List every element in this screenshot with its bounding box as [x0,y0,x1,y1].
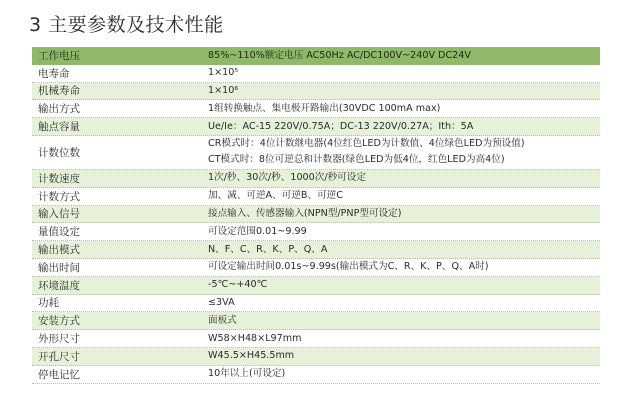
table-row [32,259,600,277]
row-value: 10年以上(可设定) [208,368,286,380]
row-value: 1次/秒、30次/秒、1000次/秒可设定 [208,172,366,184]
row-label: 触点容量 [38,121,80,134]
table-row [32,348,600,366]
row-label: 工作电压 [38,50,80,63]
row-value: Ue/Ie：AC-15 220V/0.75A；DC-13 220V/0.27A；Ith：5A [208,120,474,132]
row-label: 量值设定 [38,226,80,239]
row-value: 1×10⁶ [208,84,239,96]
table-row [32,206,600,224]
row-label: 环境温度 [38,279,80,292]
row-value: 1×10⁵ [208,67,239,79]
row-value: N、F、C、R、K、P、Q、A [208,243,328,255]
table-row [32,47,600,65]
table-row [32,170,600,188]
table-row [32,223,600,241]
row-label: 输出时间 [38,261,80,274]
table-row [32,83,600,101]
row-label: 输出方式 [38,103,80,116]
row-label: 开孔尺寸 [38,350,80,363]
row-value: 加、减、可逆A、可逆B、可逆C [208,190,343,202]
table-row [32,241,600,259]
row-label: 功耗 [38,297,59,310]
row-label: 安装方式 [38,315,80,328]
row-label: 外形尺寸 [38,333,80,346]
table-row [32,65,600,83]
row-value: ≤3VA [208,296,235,308]
row-label: 计数方式 [38,190,80,203]
table-row [32,118,600,136]
table-row [32,277,600,295]
table-row [32,100,600,118]
row-label: 输出模式 [38,244,80,257]
row-value: 面板式 [208,314,237,326]
row-value: 85%~110%额定电压 AC50Hz AC/DC100V~240V DC24V [208,49,471,61]
section-title: 3 主要参数及技术性能 [29,14,224,36]
row-value: W45.5×H45.5mm [208,350,295,362]
table-row [32,188,600,206]
row-label: 机械寿命 [38,85,80,98]
row-label: 停电记忆 [38,368,80,381]
row-label: 计数位数 [38,146,80,159]
row-value: -5℃~+40℃ [208,279,268,291]
spec-table [32,47,600,384]
row-value: 可设定输出时间0.01s~9.99s(输出模式为C、R、K、P、Q、A时) [208,261,489,273]
table-row [32,136,600,170]
row-value: 可设定范围0.01~9.99 [208,225,307,237]
table-row [32,295,600,313]
table-row [32,366,600,384]
table-row [32,312,600,330]
row-value: 接点输入、传感器输入(NPN型/PNP型可设定) [208,207,402,219]
row-label: 电寿命 [38,67,70,80]
row-label: 计数速度 [38,172,80,185]
row-value: CR模式时：4位计数继电器(4位红色LED为计数值、4位绿色LED为预设值) CT模式时：8位可逆总和计数器(绿色LED为低4位，红色LED为高4位) [208,138,525,166]
row-label: 输入信号 [38,208,80,221]
row-value: W58×H48×L97mm [208,332,302,344]
row-value: 1组转换触点、集电极开路输出(30VDC 100mA max) [208,102,441,114]
table-row [32,330,600,348]
